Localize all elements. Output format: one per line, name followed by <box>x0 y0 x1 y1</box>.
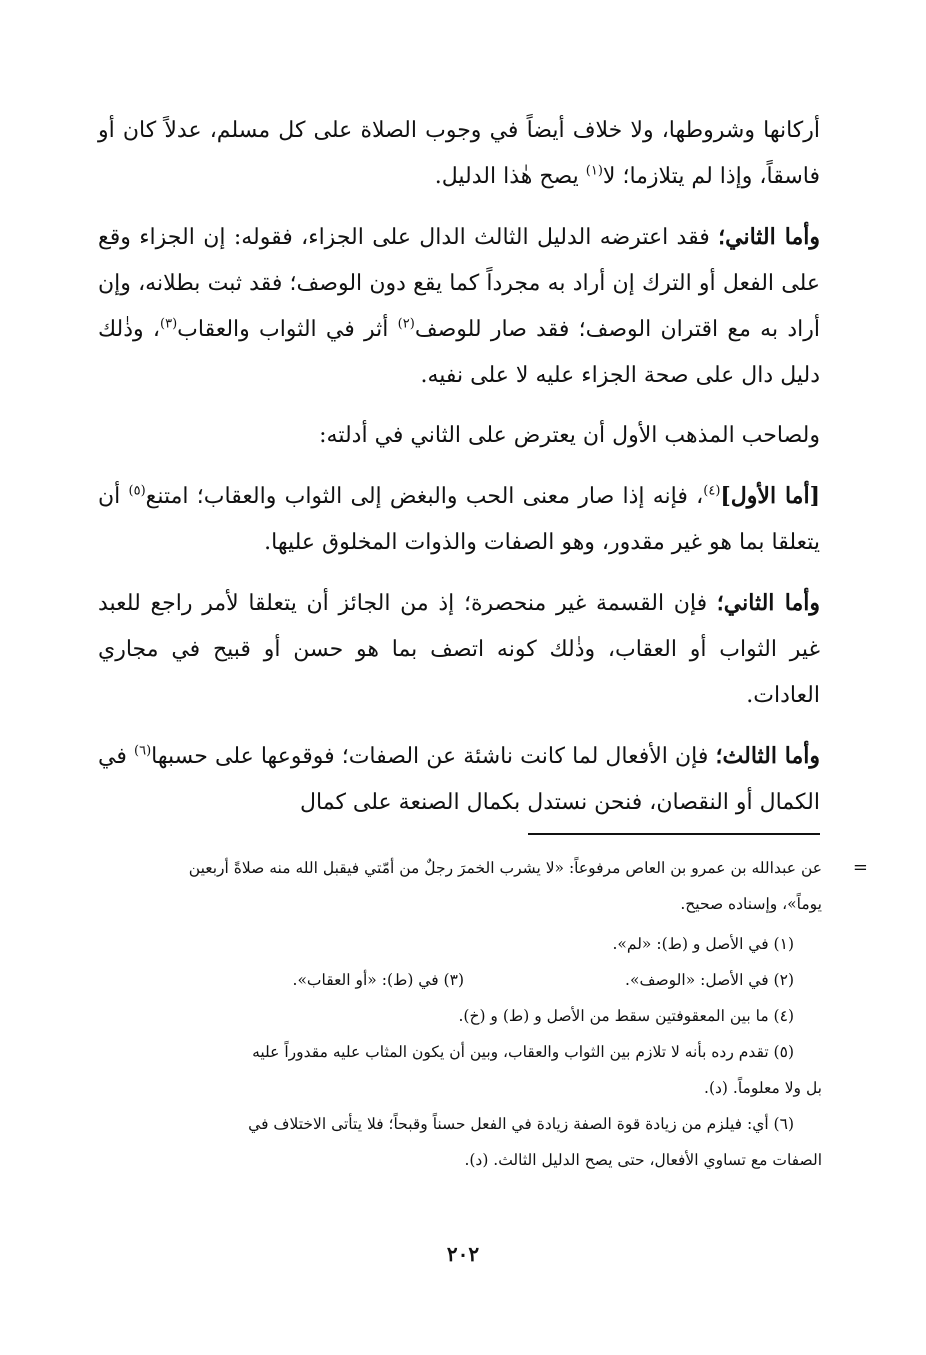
footnote-4 <box>102 998 822 1034</box>
paragraph-1-text: أركانها وشروطها، ولا خلاف أيضاً في وجوب الصلاة على كل مسلم، عدلاً كان أو فاسقاً، وإذا لم يتلازما؛ لا <box>98 118 820 189</box>
footnote-ref-2: (٢) <box>397 316 415 332</box>
footnote-3: (٣) في (ط): «أو العقاب». <box>292 971 464 989</box>
paragraph-4 <box>98 473 820 566</box>
paragraph-6 <box>98 733 820 826</box>
footnote-6-line-2 <box>102 1142 822 1178</box>
footnote-ref-4: (٤) <box>703 483 721 499</box>
paragraph-2-text-a: فقد اعترضه الدليل الثالث الدال على الجزاء، فقوله: إن الجزاء وقع على الفعل أو الترك إن أراد به مجرداً كما يقع دون الوصف؛ فقد ثبت بطلانه، وإن أراد به مع اقتران الوصف؛ فقد صار للوصف <box>98 225 820 342</box>
page-number: ٢٠٢ <box>446 1242 480 1266</box>
paragraph-6-text-b: في الكمال أو النقصان، فنحن نستدل بكمال الصنعة على كمال <box>98 744 820 815</box>
footnote-6-text-2: الصفات مع تساوي الأفعال، حتى يصح الدليل الثالث. (د). <box>464 1151 822 1169</box>
footnote-1 <box>102 926 822 962</box>
footnote-continuation-line-1 <box>102 850 868 886</box>
paragraph-1-text-after: يصح هٰذا الدليل. <box>434 164 586 189</box>
paragraph-4-text-b: أن يتعلقا بما هو غير مقدور، وهو الصفات والذوات المخلوق عليها. <box>98 484 820 555</box>
footnote-row-2-3 <box>102 962 822 998</box>
footnote-2: (٢) في الأصل: «الوصف». <box>625 971 794 989</box>
paragraph-4-text-a: ، فإنه إذا صار معنى الحب والبغض إلى الثواب والعقاب؛ امتنع <box>145 484 704 509</box>
paragraph-3 <box>98 413 820 459</box>
paragraph-2 <box>98 214 820 399</box>
continuation-mark: = <box>852 857 868 878</box>
footnote-continuation-text-1: عن عبدالله بن عمرو بن العاص مرفوعاً: «لا يشرب الخمرَ رجلٌ من أمّتي فيقبل الله منه صلاةً أربعين <box>188 859 822 877</box>
paragraph-2-lead: وأما الثاني؛ <box>718 224 820 250</box>
footnote-1-text: (١) في الأصل و (ط): «لم». <box>612 935 794 953</box>
footnote-ref-5: (٥) <box>128 483 146 499</box>
paragraph-5 <box>98 580 820 719</box>
paragraph-5-lead: وأما الثاني؛ <box>716 590 820 616</box>
footnote-ref-6: (٦) <box>134 743 152 759</box>
paragraph-4-lead: [أما الأول] <box>720 483 820 509</box>
paragraph-6-lead: وأما الثالث؛ <box>715 743 821 769</box>
paragraph-3-text: ولصاحب المذهب الأول أن يعترض على الثاني في أدلته: <box>319 423 820 448</box>
footnote-5-line-1 <box>102 1034 822 1070</box>
footnote-ref-1: (١) <box>585 163 603 179</box>
footnotes-section <box>102 850 868 1178</box>
footnote-5-text-1: (٥) تقدم رده بأنه لا تلازم بين الثواب والعقاب، وبين أن يكون المثاب عليه مقدوراً عليه <box>252 1043 794 1061</box>
main-text-body <box>98 108 820 840</box>
footnote-continuation-line-2 <box>102 886 822 922</box>
footnote-6-text-1: (٦) أي: فيلزم من زيادة قوة الصفة زيادة في الفعل حسناً وقبحاً؛ فلا يتأتى الاختلاف في <box>248 1115 794 1133</box>
footnote-continuation-text-2: يوماً»، وإسناده صحيح. <box>680 895 822 913</box>
footnote-5-line-2 <box>102 1070 822 1106</box>
paragraph-2-text-b: أثر في الثواب والعقاب <box>177 317 398 342</box>
paragraph-5-text: فإن القسمة غير منحصرة؛ إذ من الجائز أن يتعلقا لأمر راجع للعبد غير الثواب أو العقاب، وذٰلك كونه اتصف بما هو حسن أو قبيح في مجاري العادات. <box>98 591 820 708</box>
footnote-ref-3: (٣) <box>160 316 178 332</box>
footnote-5-text-2: بل ولا معلوماً. (د). <box>704 1079 822 1097</box>
footnote-6-line-1 <box>102 1106 822 1142</box>
paragraph-6-text-a: فإن الأفعال لما كانت ناشئة عن الصفات؛ فوقوعها على حسبها <box>151 744 716 769</box>
footnote-divider <box>528 833 820 835</box>
paragraph-2-text-c: ، وذٰلك دليل دال على صحة الجزاء عليه لا على نفيه. <box>98 317 820 388</box>
paragraph-1 <box>98 108 820 200</box>
footnote-4-text: (٤) ما بين المعقوفتين سقط من الأصل و (ط) و (خ). <box>458 1007 794 1025</box>
